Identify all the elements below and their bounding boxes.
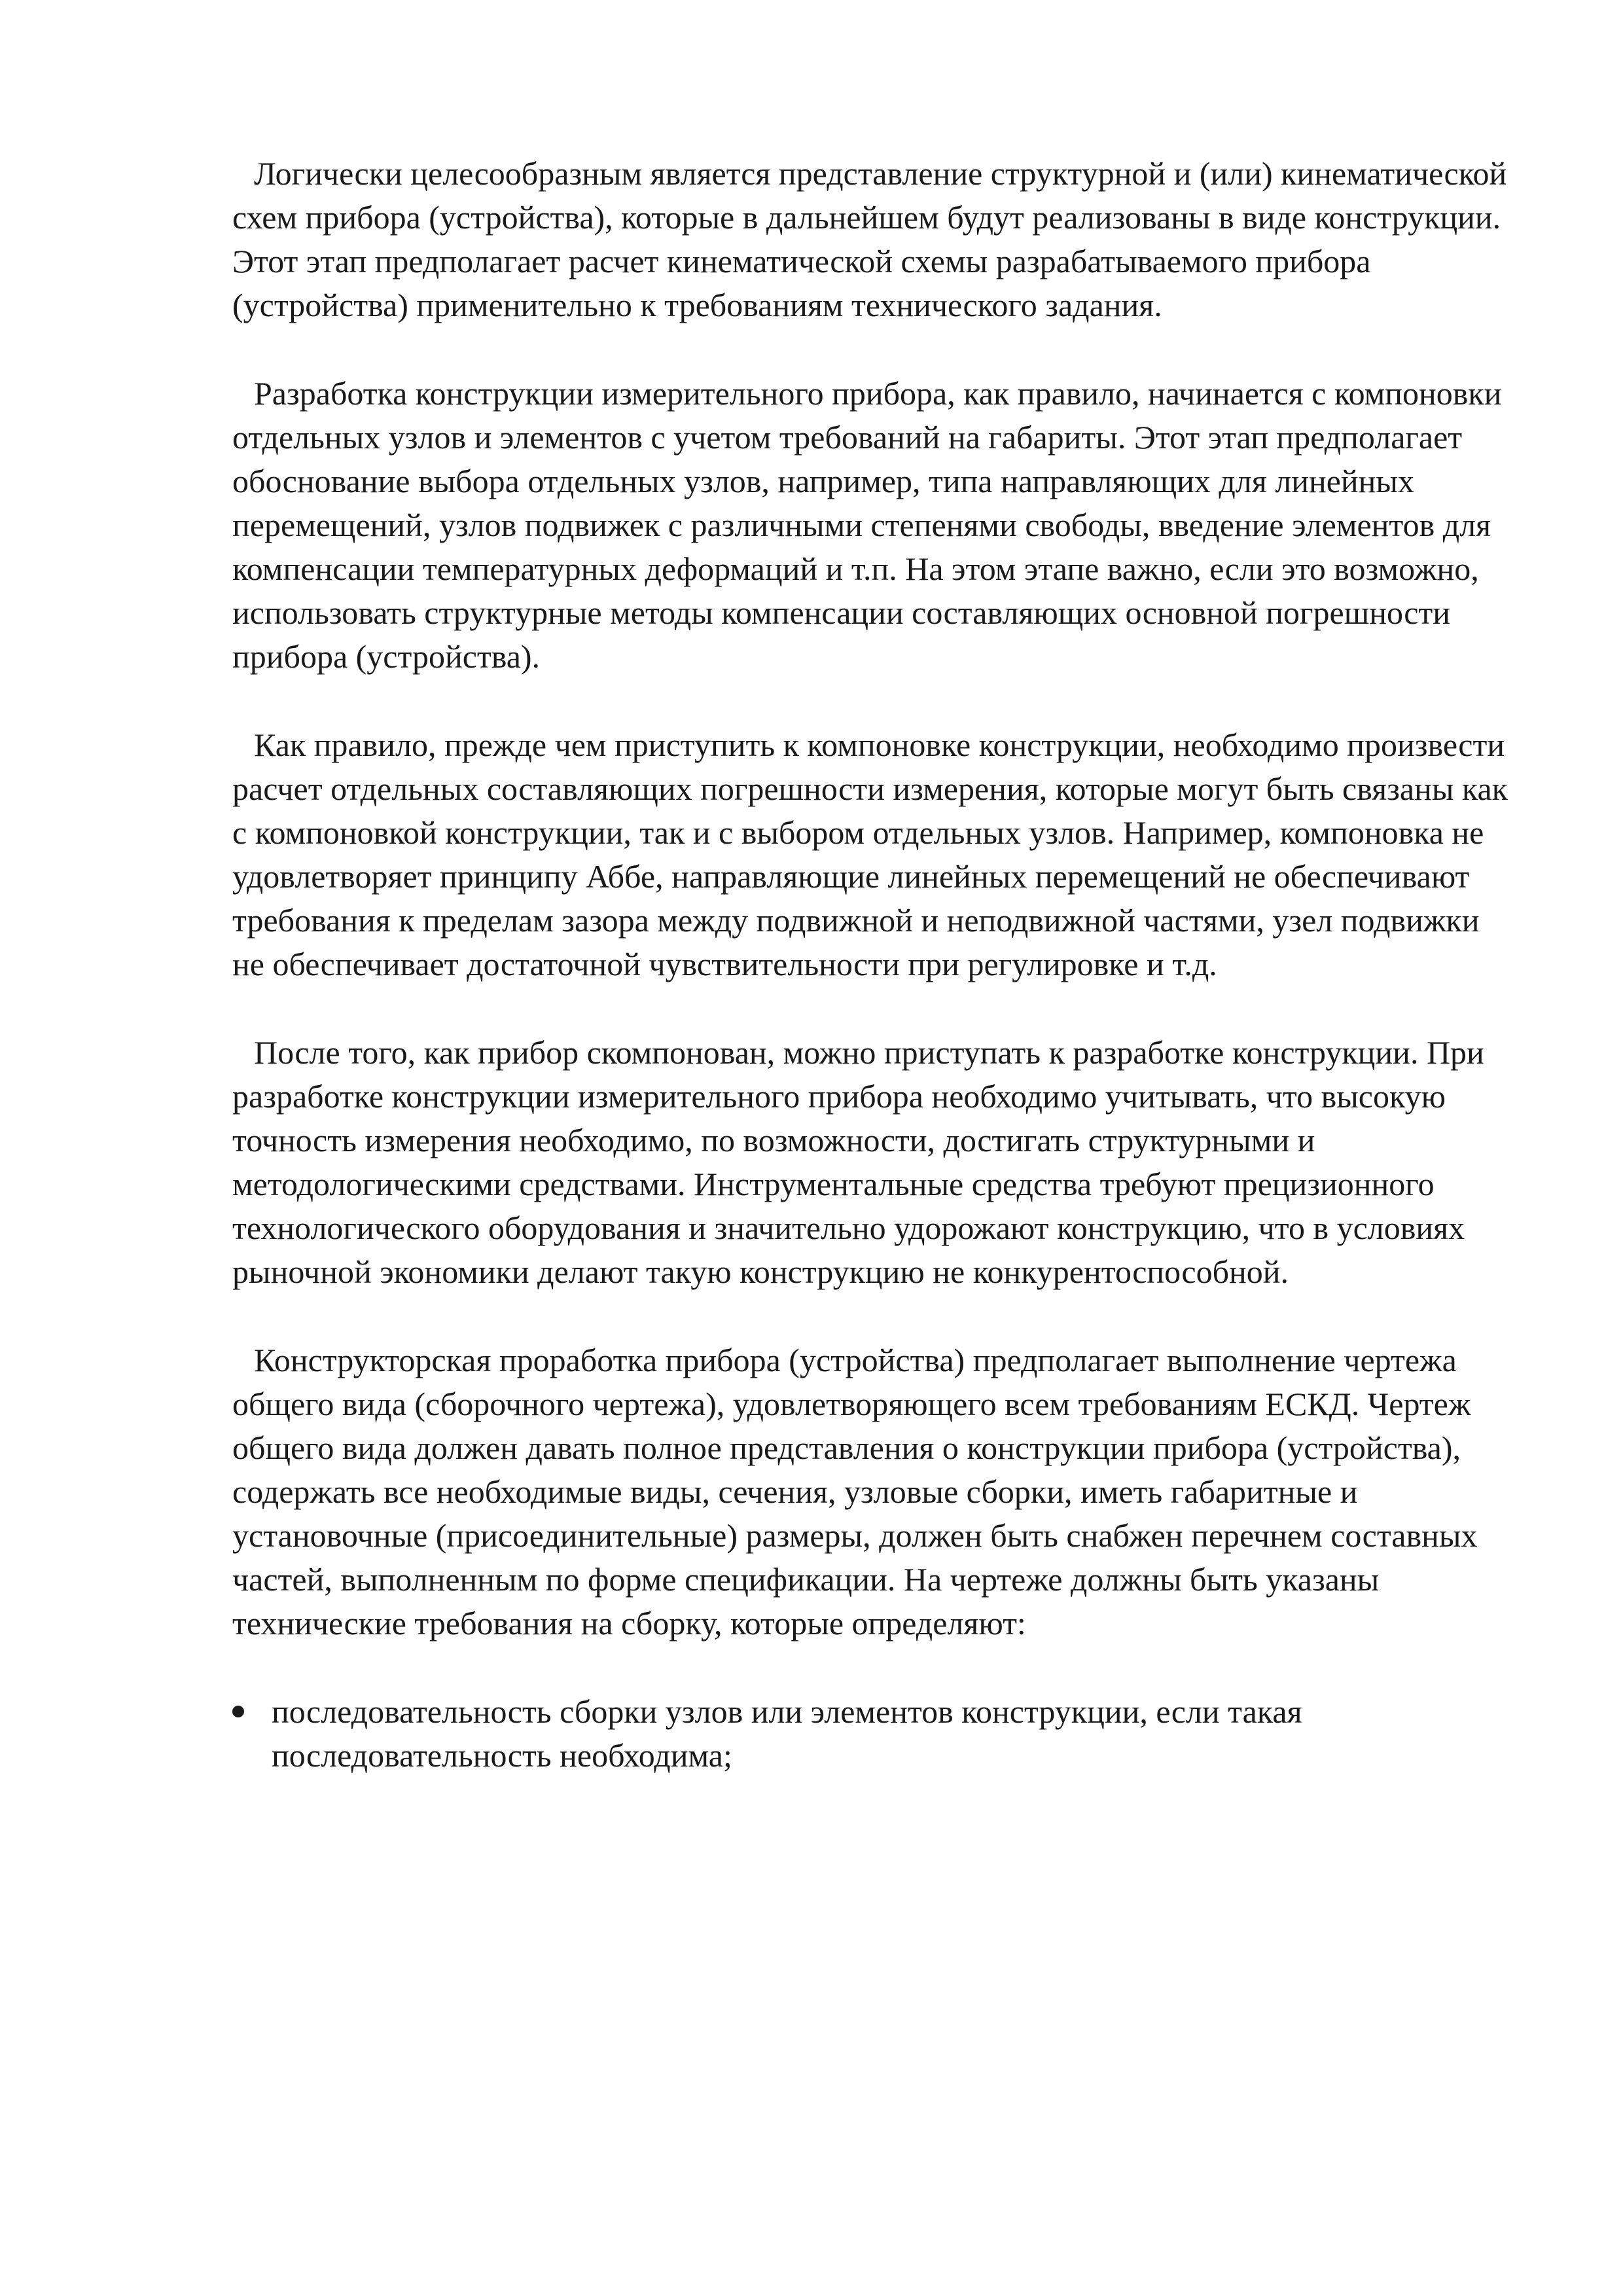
list-item-text: последовательность сборки узлов или элементов конструкции, если такая последовательность необходима; (272, 1693, 1302, 1774)
paragraph-layout: Разработка конструкции измерительного прибора, как правило, начинается с компоновки отдельных узлов и элементов с учетом требований на габариты. Этот этап предполагает обоснование выбора отдельных узлов, например, типа направляющих для линейных перемещений, узлов подвижек с различными степенями свободы, введение элементов для компенсации температурных деформаций и т.п. На этом этапе важно, если это возможно, использовать структурные методы компенсации составляющих основной погрешности прибора (устройства). (232, 375, 1502, 675)
paragraph-assembly-drawing: Конструкторская проработка прибора (устройства) предполагает выполнение чертежа общего вида (сборочного чертежа), удовлетворяющего всем требованиям ЕСКД. Чертеж общего вида должен давать полное представления о конструкции прибора (устройства), содержать все необходимые виды, сечения, узловые сборки, иметь габаритные и установочные (присоединительные) размеры, должен быть снабжен перечнем составных частей, выполненным по форме спецификации. На чертеже должны быть указаны технические требования на сборку, которые определяют: (232, 1342, 1478, 1641)
paragraph-schemes: Логически целесообразным является представление структурной и (или) кинематической схем прибора (устройства), которые в дальнейшем будут реализованы в виде конструкции. Этот этап предполагает расчет кинематической схемы разрабатываемого прибора (устройства) применительно к требованиям технического задания. (232, 155, 1507, 323)
document-page (232, 152, 1508, 1778)
bullet-icon (232, 1706, 244, 1717)
paragraph-error-calculation: Как правило, прежде чем приступить к компоновке конструкции, необходимо произвести расчет отдельных составляющих погрешности измерения, которые могут быть связаны как с компоновкой конструкции, так и с выбором отдельных узлов. Например, компоновка не удовлетворяет принципу Аббе, направляющие линейных перемещений не обеспечивают требования к пределам зазора между подвижной и неподвижной частями, узел подвижки не обеспечивает достаточной чувствительности при регулировке и т.д. (232, 726, 1508, 982)
requirements-list (232, 1690, 1508, 1778)
list-item (232, 1690, 1508, 1778)
paragraph-design-development: После того, как прибор скомпонован, можно приступать к разработке конструкции. При разработке конструкции измерительного прибора необходимо учитывать, что высокую точность измерения необходимо, по возможности, достигать структурными и методологическими средствами. Инструментальные средства требуют прецизионного технологического оборудования и значительно удорожают конструкцию, что в условиях рыночной экономики делают такую конструкцию не конкурентоспособной. (232, 1034, 1484, 1290)
